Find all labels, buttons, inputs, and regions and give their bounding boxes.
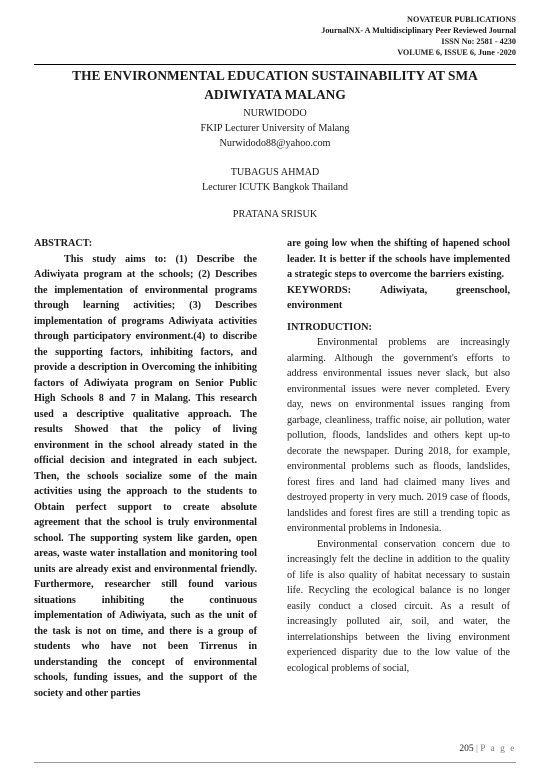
footer-separator: | — [475, 744, 478, 754]
page-footer — [459, 744, 516, 754]
author-affiliation: FKIP Lecturer University of Malang — [200, 123, 350, 134]
author-block-1 — [34, 106, 516, 151]
introduction-paragraph-2: Environmental conservation concern due to increasingly felt the decline in addition to the quality of life is also quality of habitat necessary to sustain life. Recycling the ecological balance is no longer easily conduct a closed circuit. As a result of increasingly polluted air, soil, and water, the interrelationships between the living environment experienced disparity due to the low value of the ecological problems of social, — [287, 538, 510, 674]
keywords — [287, 283, 510, 314]
journal-header — [321, 14, 516, 58]
author-block-3 — [34, 207, 516, 222]
journal-name: JournalNX- A Multidisciplinary Peer Reviewed Journal — [321, 26, 516, 35]
author-email: Nurwidodo88@yahoo.com — [219, 138, 331, 149]
author-name: PRATANA SRISUK — [232, 209, 318, 220]
abstract-heading: ABSTRACT: — [34, 238, 93, 249]
journal-publisher: NOVATEUR PUBLICATIONS — [407, 15, 516, 24]
keywords-label: KEYWORDS: — [287, 284, 351, 296]
paper-title — [40, 66, 510, 104]
abstract-text: This study aims to: (1) Describe the Adiwiyata program at the schools; (2) Describes the implementation of environmental programs through learning activities; (3) Describes implementation of programs Adiwiyata activities through participatory environment.(4) to discribe the supporting factors, inhibiting factors, and provide a description in Overcoming the inhibiting factors of Adiwiyata program on Senior Public High Schools 8 and 7 in Malang. This research used a descriptive qualitative approach. The results Showed that the policy of living environment in the school already stated in the official decision and integrated in each subject. Then, the schools socialize some of the main activities using the approach to the students to Obtain perfect support to create absolute agreement that the school is truly environmental school. The supporting system like garden, open areas, waste water installation and monitoring tool units are already exist and environmental friendly. Furthermore, researcher still found various situations inhibiting the continuous implementation of Adiwiyata, such as the unit of the task is not on time, and there is a group of students who have not been Tirrenus in understanding the concept of environmental schools, funding issues, and the support of the society and other parties — [34, 253, 257, 699]
journal-issn: ISSN No: 2581 - 4230 — [441, 37, 516, 46]
author-block-2 — [34, 165, 516, 195]
title-line-1: THE ENVIRONMENTAL EDUCATION SUSTAINABILITY AT SMA — [72, 68, 478, 83]
journal-volume: VOLUME 6, ISSUE 6, June -2020 — [397, 48, 516, 57]
page-number: 205 — [459, 744, 474, 754]
author-affiliation: Lecturer ICUTK Bangkok Thailand — [201, 182, 349, 193]
header-rule — [34, 64, 516, 65]
abstract-continued: are going low when the shifting of hapened school leader. It is better if the schools have implemented a strategic steps to overcome the barriers existing. — [287, 238, 510, 280]
author-name: NURWIDODO — [243, 108, 307, 119]
footer-rule — [34, 762, 516, 763]
page-label: P a g e — [480, 744, 516, 754]
introduction-heading: INTRODUCTION: — [287, 321, 372, 333]
right-column — [287, 236, 510, 676]
keywords-text: Adiwiyata, greenschool, environment — [287, 284, 510, 311]
introduction-paragraph-1: Environmental problems are increasingly alarming. Although the government's efforts to address environmental issues never slack, but also environmental issues were never completed. Every day, news on environmental issues ranging from garbage, cleanliness, traffic noise, air pollution, water pollution, floods, landslides and others kept up-to decorate the newspaper. During 2018, for example, environmental problems such as floods, landslides, forest fires and land had claimed many lives and destroyed property in very much. 2019 case of floods, landslides and forest fires are still a trending topic as environmental problems in Indonesia. — [287, 337, 510, 534]
author-name: TUBAGUS AHMAD — [230, 167, 320, 178]
left-column — [34, 236, 257, 701]
title-line-2: ADIWIYATA MALANG — [204, 87, 346, 102]
